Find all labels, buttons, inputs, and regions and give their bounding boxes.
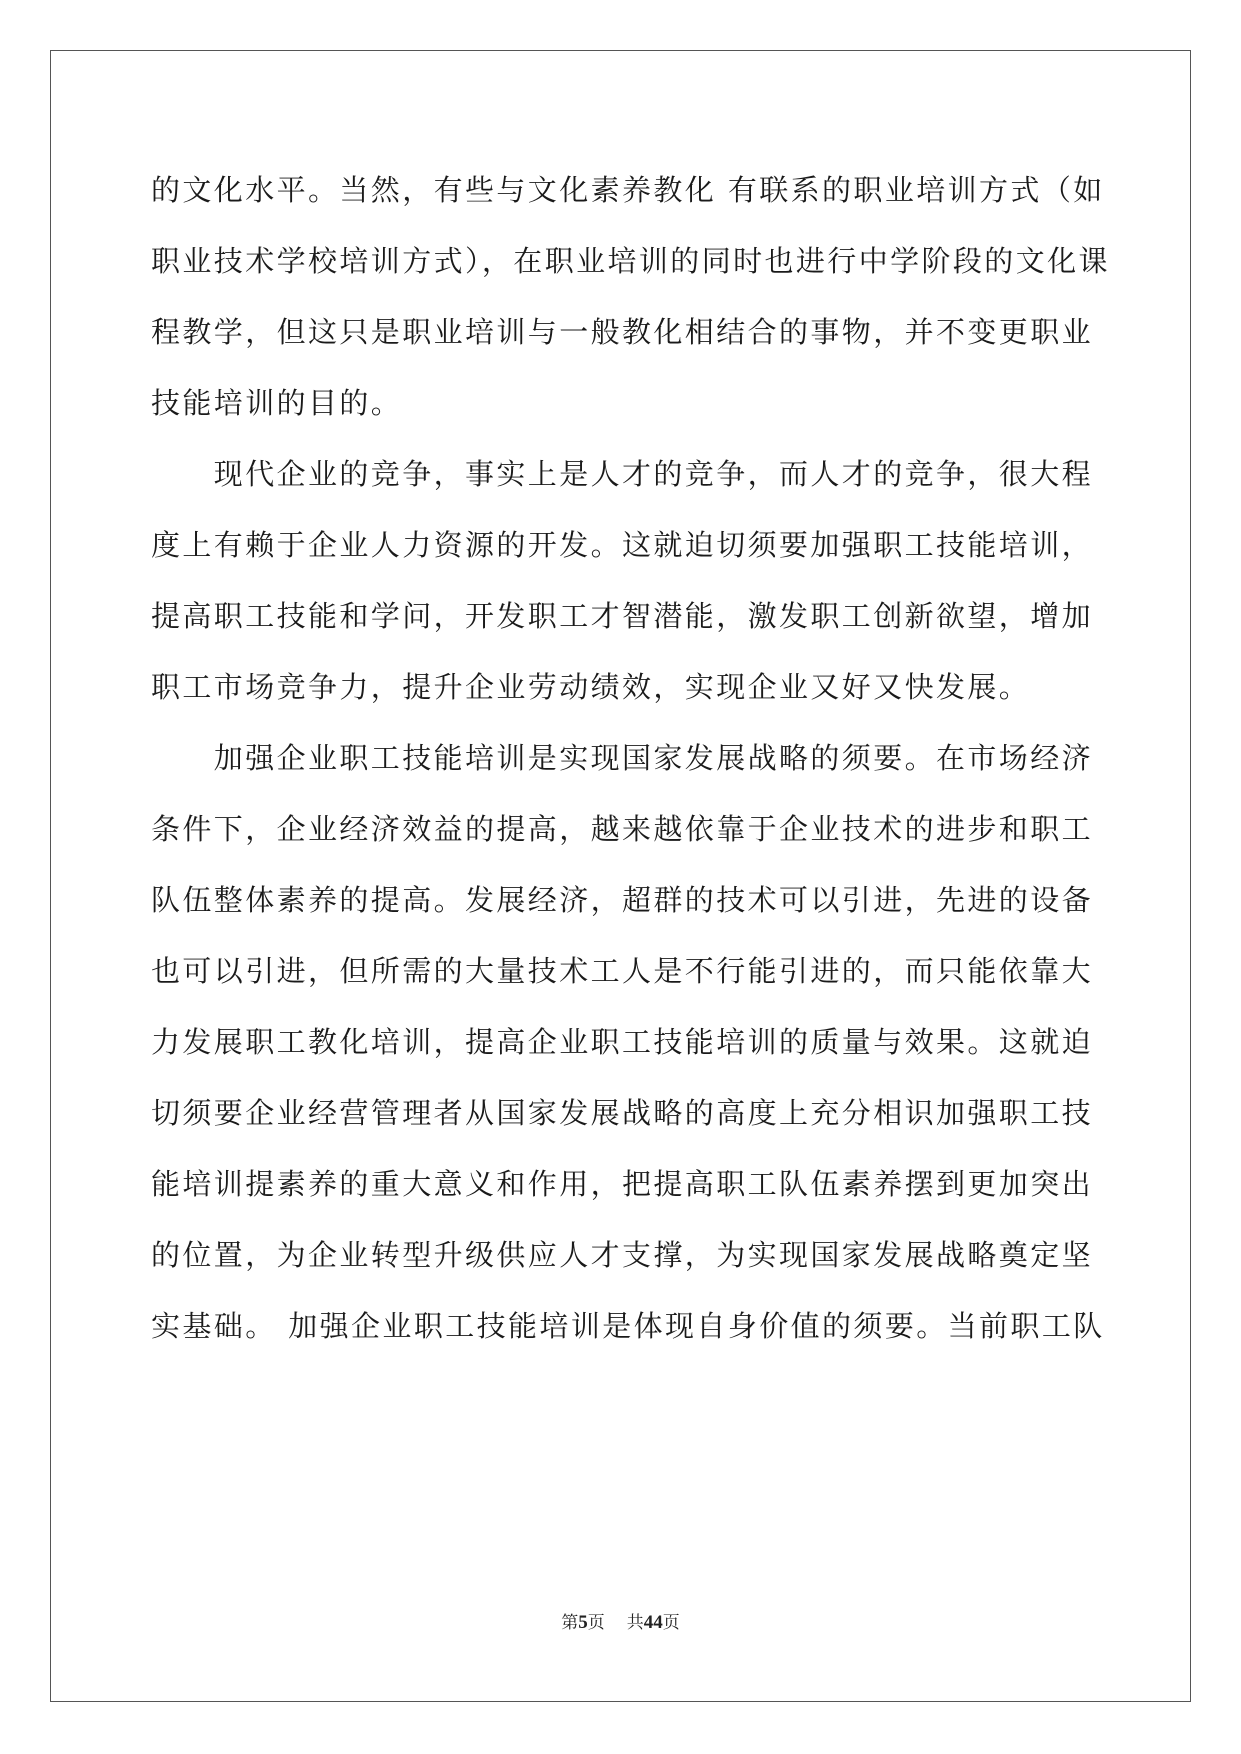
- text-line: 的文化水平。当然，有些与文化素养教化 有联系的职业培训方式（如: [151, 173, 1105, 207]
- text-line: 程教学，但这只是职业培训与一般教化相结合的事物，并不变更职业: [151, 315, 1094, 349]
- document-body: [151, 155, 1110, 1362]
- text-line: 提高职工技能和学问，开发职工才智潜能，激发职工创新欲望，增加: [151, 599, 1094, 633]
- text-line: 实基础。 加强企业职工技能培训是体现自身价值的须要。当前职工队: [151, 1309, 1105, 1343]
- text-line: 度上有赖于企业人力资源的开发。这就迫切须要加强职工技能培训，: [151, 528, 1094, 562]
- total-pages: 44: [643, 1612, 663, 1633]
- page-suffix: 页: [587, 1613, 605, 1633]
- page-number: 5: [578, 1612, 588, 1633]
- text-line: 职工市场竞争力，提升企业劳动绩效，实现企业又好又快发展。: [151, 670, 1031, 704]
- page-footer: [0, 1608, 1241, 1634]
- text-line: 切须要企业经营管理者从国家发展战略的高度上充分相识加强职工技: [151, 1096, 1094, 1130]
- text-line: 条件下，企业经济效益的提高，越来越依靠于企业技术的进步和职工: [151, 812, 1094, 846]
- total-suffix: 页: [662, 1613, 680, 1633]
- text-line: 的位置，为企业转型升级供应人才支撑，为实现国家发展战略奠定坚: [151, 1238, 1094, 1272]
- page-prefix: 第: [561, 1613, 579, 1633]
- text-line: 力发展职工教化培训，提高企业职工技能培训的质量与效果。这就迫: [151, 1025, 1094, 1059]
- total-prefix: 共: [626, 1613, 644, 1633]
- text-line: 队伍整体素养的提高。发展经济，超群的技术可以引进，先进的设备: [151, 883, 1094, 917]
- text-line: 也可以引进，但所需的大量技术工人是不行能引进的，而只能依靠大: [151, 954, 1094, 988]
- text-line: 技能培训的目的。: [151, 386, 403, 420]
- text-line: 职业技术学校培训方式），在职业培训的同时也进行中学阶段的文化课: [151, 244, 1110, 278]
- text-line: 加强企业职工技能培训是实现国家发展战略的须要。在市场经济: [151, 741, 1094, 775]
- text-line: 现代企业的竞争，事实上是人才的竞争，而人才的竞争，很大程: [151, 457, 1094, 491]
- text-line: 能培训提素养的重大意义和作用，把提高职工队伍素养摆到更加突出: [151, 1167, 1094, 1201]
